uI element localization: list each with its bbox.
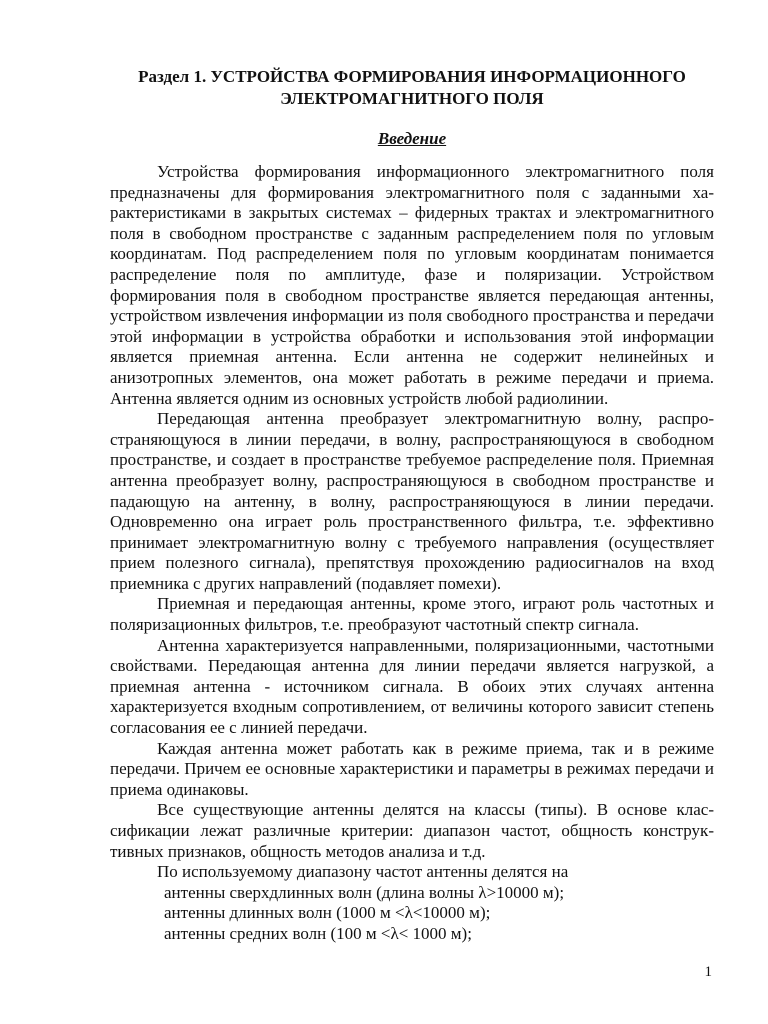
section-heading xyxy=(110,66,714,110)
list-item-medium-waves: антенны средних волн (100 м <λ< 1000 м); xyxy=(164,923,472,943)
paragraph-2: Передающая антенна преобразует электромагнитную волну, распространяющуюся в линии передачи, в волну, распространяющуюся в свободном пространстве, и создает в пространстве требуемое распределение поля. Приемная антенна преобразует волну, распространяющуюся в свободном пространстве и падающую на антенну, в волну, распространяющуюся в линии передачи. Одновременно она играет роль пространственного фильтра, т.е. эффективно принимает электромагнитную волну с требуемого направления (осуществляет прием полезного сигнала), препятствуя прохождению радиосигналов на вход приемника с других направлений (подавляет помехи). xyxy=(110,409,714,593)
page-number: 1 xyxy=(704,964,712,980)
paragraph-7: По используемому диапазону частот антенны делятся на xyxy=(157,862,569,882)
introduction-heading: Введение xyxy=(377,129,447,148)
paragraph-1: Устройства формирования информационного электромагнитного поля предназначены для формирования электромагнитного поля с заданными характеристиками в закрытых системах – фидерных трактах и электромагнитного поля в свободном пространстве с заданным распределением поля по угловым координатам. Под распределением поля по угловым координатам понимается распределение поля по амплитуде, фазе и поляризации. Устройством формирования поля в свободном пространстве является передающая антенны, устройством извлечения информации из поля свободного пространства и передачи этой информации в устройства обработки и использования этой информации является приемная антенна. Если антенна не содержит нелинейных и анизотропных элементов, она может работать в режиме передачи и приема. Антенна является одним из основных устройств любой радиолинии. xyxy=(110,162,714,408)
section-label: Раздел 1. xyxy=(138,67,207,86)
paragraph-5: Каждая антенна может работать как в режиме приема, так и в режиме передачи. Причем ее основные характеристики и параметры в режимах передачи и приема одинаковы. xyxy=(110,738,714,799)
paragraph-6: Все существующие антенны делятся на классы (типы). В основе классификации лежат различные критерии: диапазон частот, общность конструктивных признаков, общность методов анализа и т.д. xyxy=(110,800,714,861)
body-text xyxy=(110,162,714,945)
paragraph-3: Приемная и передающая антенны, кроме этого, играют роль частотных и поляризационных фильтров, т.е. преобразуют частотный спектр сигнала. xyxy=(110,594,714,635)
section-title-line-1: УСТРОЙСТВА ФОРМИРОВАНИЯ ИНФОРМАЦИОННОГО xyxy=(206,67,686,86)
list-item-long-waves: антенны длинных волн (1000 м <λ<10000 м); xyxy=(164,903,491,923)
paragraph-4: Антенна характеризуется направленными, поляризационными, частотными свойствами. Передающая антенна для линии передачи является нагрузкой, а приемная антенна - источником сигнала. В обоих этих случаях антенна характеризуется входным сопротивлением, от величины которого зависит степень согласования ее с линией передачи. xyxy=(110,635,714,738)
document-page xyxy=(110,66,714,945)
section-title-line-2: ЭЛЕКТРОМАГНИТНОГО ПОЛЯ xyxy=(280,89,544,108)
list-item-superlong-waves: антенны сверхдлинных волн (длина волны λ>10000 м); xyxy=(164,882,565,902)
